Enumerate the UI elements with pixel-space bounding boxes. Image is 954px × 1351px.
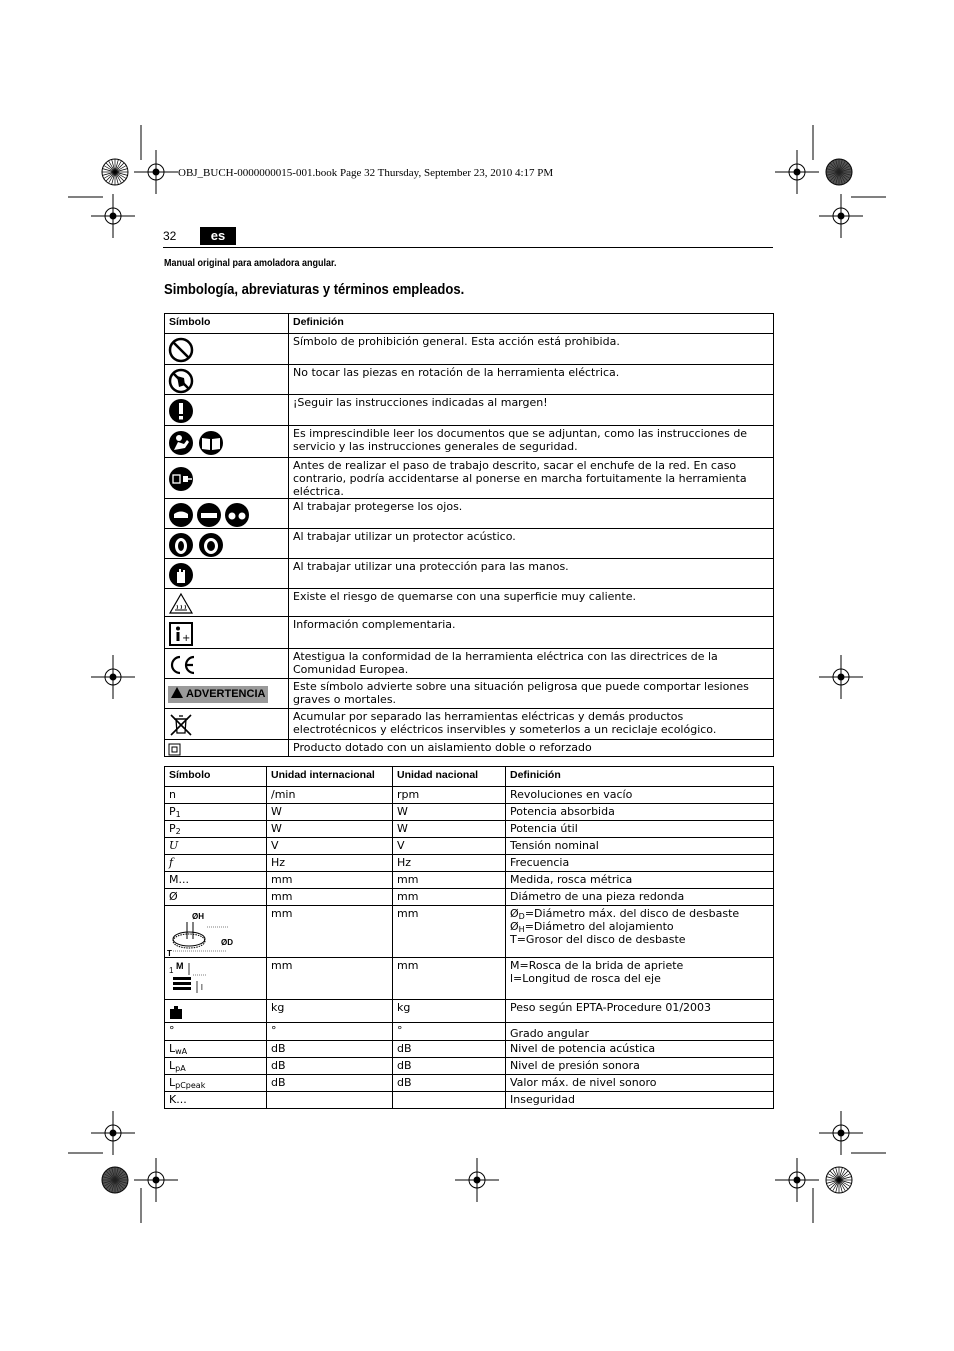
header-national-unit: Unidad nacional [393, 767, 506, 787]
row-text: ¡Seguir las instrucciones indicadas al margen! [289, 395, 774, 426]
table-row [165, 906, 774, 958]
intl-unit-cell: dB [267, 1075, 393, 1092]
info-icon [168, 621, 194, 647]
symbol-subscript: pA [175, 1064, 186, 1073]
national-unit-cell: V [393, 838, 506, 855]
header-rule [163, 247, 773, 248]
table-row [165, 804, 774, 821]
table-row [165, 855, 774, 872]
crosshair-dot [110, 1130, 117, 1137]
diagram-label-t: T [167, 949, 172, 957]
row-text: Al trabajar protegerse los ojos. [289, 499, 774, 529]
table-row [165, 1023, 774, 1041]
crosshair-dot [153, 1177, 160, 1184]
national-unit-cell: W [393, 804, 506, 821]
national-unit-cell: mm [393, 889, 506, 906]
table-header-row [165, 314, 774, 334]
definition-cell: Inseguridad [506, 1092, 774, 1109]
double-insulation-icon [168, 743, 182, 756]
intl-unit-cell [267, 1092, 393, 1109]
crosshair-dot [838, 674, 845, 681]
row-text: Símbolo de prohibición general. Esta acción está prohibida. [289, 334, 774, 365]
table-row [165, 679, 774, 709]
definition-line [510, 907, 769, 920]
national-unit-cell: mm [393, 958, 506, 1000]
table-row [165, 889, 774, 906]
book-file-line: OBJ_BUCH-0000000015-001.book Page 32 Thursday, September 23, 2010 4:17 PM [178, 167, 554, 179]
intl-unit-cell: W [267, 821, 393, 838]
diagram-label-l: l [201, 983, 203, 992]
intl-unit-cell: kg [267, 1000, 393, 1023]
svg-text:+: + [182, 632, 191, 644]
page-number: 32 [163, 229, 177, 243]
table-row [165, 1041, 774, 1058]
warning-label-text: ADVERTENCIA [186, 688, 266, 700]
crossed-bin-icon [168, 712, 194, 738]
no-touch-rotating-icon [168, 368, 194, 394]
definition-cell: Potencia útil [506, 821, 774, 838]
crosshair-dot [838, 213, 845, 220]
symbols-table [164, 313, 774, 757]
symbol-cell: n [165, 787, 267, 804]
symbol-cell [165, 958, 267, 1000]
national-unit-cell: mm [393, 906, 506, 958]
intl-unit-cell: /min [267, 787, 393, 804]
intl-unit-cell: mm [267, 958, 393, 1000]
section-title: Simbología, abreviaturas y términos empleados. [164, 282, 465, 298]
table-row [165, 458, 774, 499]
crosshair-dot [794, 169, 801, 176]
diagram-label-1: 1 [169, 966, 174, 975]
intl-unit-cell: dB [267, 1058, 393, 1075]
header-definition: Definición [506, 767, 774, 787]
table-row [165, 1058, 774, 1075]
symbol-text: L [169, 1059, 176, 1072]
symbol-text: L [169, 1076, 176, 1089]
symbol-cell: M... [165, 872, 267, 889]
warning-label [168, 686, 268, 703]
table-row [165, 365, 774, 395]
warning-triangle-icon [171, 687, 183, 698]
table-row [165, 617, 774, 649]
table-row [165, 838, 774, 855]
diagram-label-od: ØD [221, 938, 233, 947]
header-symbol: Símbolo [165, 767, 267, 787]
header-intl-unit: Unidad internacional [267, 767, 393, 787]
definition-cell: Revoluciones en vacío [506, 787, 774, 804]
definition-cell: Potencia absorbida [506, 804, 774, 821]
hot-surface-icon [168, 592, 194, 616]
definition-cell: Medida, rosca métrica [506, 872, 774, 889]
intl-unit-cell: Hz [267, 855, 393, 872]
table-row [165, 395, 774, 426]
symbol-text: P [169, 805, 176, 818]
table-row [165, 872, 774, 889]
row-text: Al trabajar utilizar un protector acústico. [289, 529, 774, 559]
symbol-subscript: pCpeak [175, 1081, 206, 1090]
units-table [164, 766, 774, 1109]
row-text: Antes de realizar el paso de trabajo descrito, sacar el enchufe de la red. En caso contrario, podría accidentarse al ponerse en marcha fortuitamente la herramienta eléctrica. [289, 458, 774, 499]
crosshair-dot [838, 1130, 845, 1137]
symbol-cell: f [165, 855, 267, 872]
intl-unit-cell: V [267, 838, 393, 855]
table-row [165, 334, 774, 365]
intl-unit-cell: mm [267, 889, 393, 906]
diagram-label-m: M [176, 961, 184, 971]
table-row [165, 1000, 774, 1023]
definition-cell: Valor máx. de nivel sonoro [506, 1075, 774, 1092]
table-row [165, 958, 774, 1000]
symbol-subscript: wA [175, 1047, 188, 1056]
symbol-cell [165, 906, 267, 958]
table-row [165, 426, 774, 458]
row-text: Este símbolo advierte sobre una situación peligrosa que puede comportar lesiones graves o mortales. [289, 679, 774, 709]
crosshair-dot [474, 1177, 481, 1184]
grinding-disc-diagram [167, 907, 239, 957]
line-sub: H [518, 925, 525, 934]
crosshair-dot [110, 213, 117, 220]
line-text: Ø [510, 907, 519, 920]
symbol-cell [165, 821, 267, 838]
table-row [165, 1075, 774, 1092]
symbol-cell: K... [165, 1092, 267, 1109]
line-sub: D [518, 912, 525, 921]
definition-line: l=Longitud de rosca del eje [510, 972, 661, 985]
symbol-text: L [169, 1042, 176, 1055]
diagram-label-oh: ØH [192, 912, 204, 921]
definition-cell [506, 906, 774, 958]
national-unit-cell [393, 1092, 506, 1109]
weight-icon [169, 1005, 183, 1019]
national-unit-cell: kg [393, 1000, 506, 1023]
table-row [165, 787, 774, 804]
row-text: Existe el riesgo de quemarse con una superficie muy caliente. [289, 589, 774, 617]
intl-unit-cell: dB [267, 1041, 393, 1058]
line-text: Ø [510, 920, 519, 933]
table-row [165, 821, 774, 838]
definition-cell: Grado angular [506, 1023, 774, 1041]
exclamation-icon [168, 398, 194, 424]
symbol-cell [165, 1000, 267, 1023]
symbol-cell: ° [165, 1023, 267, 1041]
symbol-cell [165, 1075, 267, 1092]
national-unit-cell: Hz [393, 855, 506, 872]
table-row [165, 499, 774, 529]
national-unit-cell: dB [393, 1058, 506, 1075]
table-row [165, 649, 774, 679]
national-unit-cell: ° [393, 1023, 506, 1041]
definition-cell: Diámetro de una pieza redonda [506, 889, 774, 906]
intl-unit-cell: mm [267, 906, 393, 958]
definition-line [510, 933, 769, 946]
symbol-subscript: 1 [175, 810, 181, 819]
definition-cell: Tensión nominal [506, 838, 774, 855]
row-text: Información complementaria. [289, 617, 774, 649]
ce-mark-icon [168, 654, 198, 676]
table-row [165, 559, 774, 589]
symbol-cell: Ø [165, 889, 267, 906]
intl-unit-cell: ° [267, 1023, 393, 1041]
line-text: =Diámetro del alojamiento [524, 920, 674, 933]
national-unit-cell: dB [393, 1075, 506, 1092]
definition-cell: Frecuencia [506, 855, 774, 872]
crosshair-dot [794, 1177, 801, 1184]
row-text: Al trabajar utilizar una protección para las manos. [289, 559, 774, 589]
line-text: T=Grosor del disco de desbaste [510, 933, 686, 946]
intl-unit-cell: mm [267, 872, 393, 889]
national-unit-cell: mm [393, 872, 506, 889]
eye-protection-icon [168, 502, 250, 528]
row-text: Es imprescindible leer los documentos que se adjuntan, como las instrucciones de servicio y las instrucciones generales de seguridad. [289, 426, 774, 458]
symbol-cell: U [165, 838, 267, 855]
table-row [165, 740, 774, 757]
national-unit-cell: rpm [393, 787, 506, 804]
row-text: Producto dotado con un aislamiento doble o reforzado [289, 740, 774, 757]
symbol-subscript: 2 [175, 827, 181, 836]
hand-protection-icon [168, 562, 194, 588]
prohibition-icon [168, 337, 194, 363]
row-text: No tocar las piezas en rotación de la herramienta eléctrica. [289, 365, 774, 395]
table-row [165, 1092, 774, 1109]
row-text: Acumular por separado las herramientas eléctricas y demás productos electrotécnicos y eléctricos inservibles y someterlos a un reciclaje ecológico. [289, 709, 774, 740]
symbol-cell [165, 804, 267, 821]
table-row [165, 529, 774, 559]
national-unit-cell: dB [393, 1041, 506, 1058]
header-symbol: Símbolo [165, 314, 289, 334]
header-definition: Definición [289, 314, 774, 334]
symbol-text: P [169, 822, 176, 835]
flange-thread-diagram [167, 959, 239, 999]
definition-cell [506, 958, 774, 1000]
table-row [165, 709, 774, 740]
language-tab: es [200, 227, 236, 245]
unplug-icon [168, 466, 194, 492]
intl-unit-cell: W [267, 804, 393, 821]
national-unit-cell: W [393, 821, 506, 838]
ear-protection-icon [168, 532, 224, 558]
table-row [165, 589, 774, 617]
line-text: =Diámetro máx. del disco de desbaste [524, 907, 740, 920]
row-text: Atestigua la conformidad de la herramienta eléctrica con las directrices de la Comunidad Europea. [289, 649, 774, 679]
symbol-cell [165, 1041, 267, 1058]
read-manual-icon [168, 430, 224, 456]
crosshair-dot [153, 169, 160, 176]
definition-line: M=Rosca de la brida de apriete [510, 959, 684, 972]
manual-subtitle: Manual original para amoladora angular. [164, 258, 337, 269]
crosshair-dot [110, 674, 117, 681]
definition-cell: Nivel de presión sonora [506, 1058, 774, 1075]
table-header-row [165, 767, 774, 787]
definition-cell: Nivel de potencia acústica [506, 1041, 774, 1058]
definition-line [510, 920, 769, 933]
symbol-cell [165, 1058, 267, 1075]
definition-cell: Peso según EPTA-Procedure 01/2003 [506, 1000, 774, 1023]
